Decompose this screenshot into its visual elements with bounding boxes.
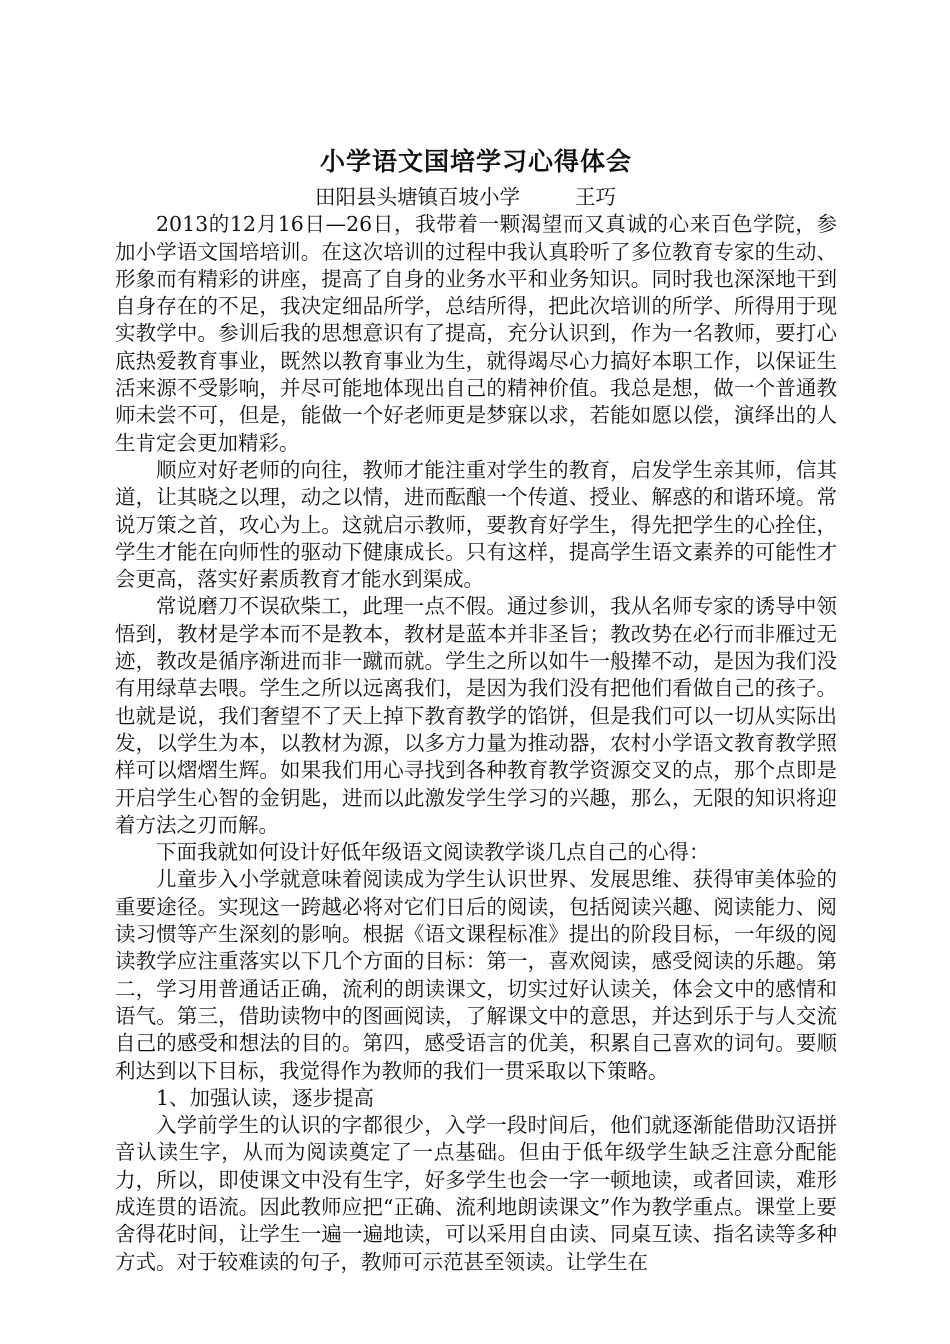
document-title: 小学语文国培学习心得体会 — [319, 147, 632, 176]
paragraph: 顺应对好老师的向往，教师才能注重对学生的教育，启发学生亲其师，信其道，让其晓之以理，动之以情，进而酝酿一个传道、授业、解惑的和谐环境。常说万策之首，攻心为上。这就启示教师，要教育好学生，得先把学生的心拴住，学生才能在向师性的驱动下健康成长。只有这样，提高学生语文素养的可能性才会更高，落实好素质教育才能水到渠成。 — [115, 457, 837, 592]
paragraph: 常说磨刀不误砍柴工，此理一点不假。通过参训，我从名师专家的诱导中领悟到，教材是学本而不是教本，教材是蓝本并非圣旨；教改势在必行而非雁过无迹，教改是循序渐进而非一蹴而就。学生之所以如牛一般撵不动，是因为我们没有用绿草去喂。学生之所以远离我们，是因为我们没有把他们看做自己的孩子。也就是说，我们奢望不了天上掉下教育教学的馅饼，但是我们可以一切从实际出发，以学生为本，以教材为源，以多方力量为推动器，农村小学语文教育教学照样可以熠熠生辉。如果我们用心寻找到各种教育教学资源交叉的点，那个点即是开启学生心智的金钥匙，进而以此激发学生学习的兴趣，那么，无限的知识将迎着方法之刃而解。 — [115, 594, 837, 837]
paragraph: 2013的12月16日—26日，我带着一颗渴望而又真诚的心来百色学院，参加小学语文国培培训。在这次培训的过程中我认真聆听了多位教育专家的生动、形象而有精彩的讲座，提高了自身的业务水平和业务知识。同时我也深深地干到自身存在的不足，我决定细品所学，总结所得，把此次培训的所学、所得用于现实教学中。参训后我的思想意识有了提高，充分认识到，作为一名教师，要打心底热爱教育事业，既然以教育事业为生，就得竭尽心力搞好本职工作，以保证生活来源不受影响，并尽可能地体现出自己的精神价值。我总是想，做一个普通教师未尝不可，但是，能做一个好老师更是梦寐以求，若能如愿以偿，演绎出的人生肯定会更加精彩。 — [115, 212, 837, 455]
author-line — [115, 184, 837, 211]
paragraph: 入学前学生的认识的字都很少，入学一段时间后，他们就逐渐能借助汉语拼音认读生字，从而为阅读奠定了一点基础。但由于低年级学生缺乏注意分配能力，所以，即使课文中没有生字，好多学生也会一字一顿地读，或者回读，难形成连贯的语流。因此教师应把“正确、流利地朗读课文”作为教学重点。课堂上要舍得花时间，让学生一遍一遍地读，可以采用自由读、同桌互读、指名读等多种方式。对于较难读的句子，教师可示范甚至领读。让学生在 — [115, 1113, 837, 1274]
paragraph: 儿童步入小学就意味着阅读成为学生认识世界、发展思维、获得审美体验的重要途径。实现这一跨越必将对它们日后的阅读，包括阅读兴趣、阅读能力、阅读习惯等产生深刻的影响。根据《语文课程标准》提出的阶段目标，一年级的阅读教学应注重落实以下几个方面的目标：第一，喜欢阅读，感受阅读的乐趣。第二，学习用普通话正确，流利的朗读课文，切实过好认读关，体会文中的感情和语气。第三，借助读物中的图画阅读，了解课文中的意思，并达到乐于与人交流自己的感受和想法的目的。第四，感受语言的优美，积累自己喜欢的词句。要顺利达到以下目标，我觉得作为教师的我们一贯采取以下策略。 — [115, 867, 837, 1083]
paragraph: 下面我就如何设计好低年级语文阅读教学谈几点自己的心得： — [156, 840, 710, 865]
author-name: 王巧 — [575, 185, 616, 209]
section-heading: 1、加强认读，逐步提高 — [156, 1085, 375, 1110]
author-school: 田阳县头塘镇百坡小学 — [315, 185, 520, 209]
document-body — [115, 145, 837, 1276]
